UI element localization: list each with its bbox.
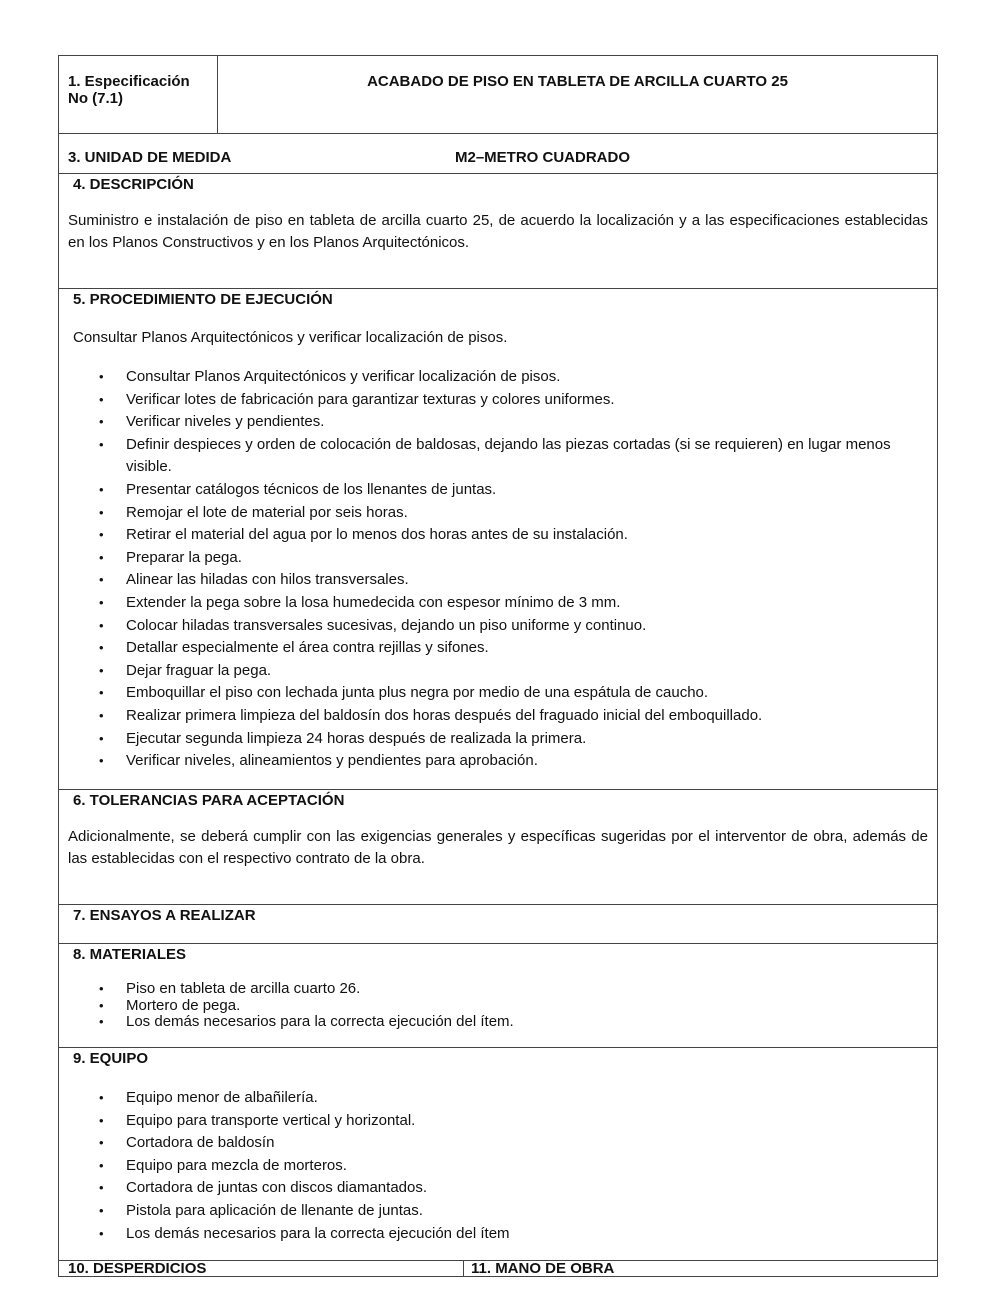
header-divider — [217, 56, 218, 133]
labor-label: 11. MANO DE OBRA — [471, 1260, 615, 1277]
equipment-list — [59, 1087, 923, 1245]
list-item: • Equipo para mezcla de morteros. — [59, 1155, 923, 1178]
list-item: • Alinear las hiladas con hilos transversales. — [59, 569, 923, 592]
spec-number-label: 1. Especificación No (7.1) — [68, 73, 190, 107]
list-item: • Realizar primera limpieza del baldosín dos horas después del fraguado inicial del emboquillado. — [59, 705, 923, 728]
list-item: • Dejar fraguar la pega. — [59, 660, 923, 683]
description-section — [59, 174, 937, 288]
tests-heading: 7. ENSAYOS A REALIZAR — [73, 907, 256, 924]
document-title: ACABADO DE PISO EN TABLETA DE ARCILLA CUARTO 25 — [367, 73, 788, 90]
list-item: • Equipo para transporte vertical y horizontal. — [59, 1110, 923, 1133]
list-item: • Verificar niveles y pendientes. — [59, 411, 923, 434]
unit-label: 3. UNIDAD DE MEDIDA — [68, 149, 232, 166]
list-item: • Emboquillar el piso con lechada junta plus negra por medio de una espátula de caucho. — [59, 682, 923, 705]
list-item: • Mortero de pega. — [59, 998, 923, 1015]
list-item: • Verificar niveles, alineamientos y pendientes para aprobación. — [59, 750, 923, 773]
specification-sheet — [58, 55, 938, 1277]
list-item: • Cortadora de baldosín — [59, 1132, 923, 1155]
tests-section — [59, 905, 937, 943]
list-item: • Pistola para aplicación de llenante de juntas. — [59, 1200, 923, 1223]
description-heading: 4. DESCRIPCIÓN — [73, 176, 194, 193]
unit-row — [59, 134, 937, 173]
list-item: • Extender la pega sobre la losa humedecida con espesor mínimo de 3 mm. — [59, 592, 923, 615]
tolerances-section — [59, 790, 937, 904]
materials-list — [59, 981, 923, 1031]
list-item: • Ejecutar segunda limpieza 24 horas después de realizada la primera. — [59, 728, 923, 751]
unit-value: M2–METRO CUADRADO — [455, 149, 631, 166]
materials-section — [59, 944, 937, 1047]
tolerances-heading: 6. TOLERANCIAS PARA ACEPTACIÓN — [73, 792, 345, 809]
procedure-list — [59, 366, 923, 773]
list-item: • Verificar lotes de fabricación para garantizar texturas y colores uniformes. — [59, 389, 923, 412]
procedure-heading: 5. PROCEDIMIENTO DE EJECUCIÓN — [73, 291, 333, 308]
list-item: • Los demás necesarios para la correcta ejecución del ítem — [59, 1223, 923, 1246]
list-item: • Preparar la pega. — [59, 547, 923, 570]
list-item: • Cortadora de juntas con discos diamantados. — [59, 1177, 923, 1200]
equipment-heading: 9. EQUIPO — [73, 1050, 149, 1067]
list-item: • Detallar especialmente el área contra rejillas y sifones. — [59, 637, 923, 660]
materials-heading: 8. MATERIALES — [73, 946, 187, 963]
list-item: • Los demás necesarios para la correcta ejecución del ítem. — [59, 1014, 923, 1031]
equipment-section — [59, 1048, 937, 1260]
procedure-intro: Consultar Planos Arquitectónicos y verificar localización de pisos. — [73, 329, 508, 346]
description-text: Suministro e instalación de piso en tableta de arcilla cuarto 25, de acuerdo la localización y a las especificaciones establecidas en los Planos Constructivos y en los Planos Arquitectónicos. — [68, 212, 928, 251]
list-item: • Remojar el lote de material por seis horas. — [59, 502, 923, 525]
list-item: • Presentar catálogos técnicos de los llenantes de juntas. — [59, 479, 923, 502]
footer-row — [59, 1261, 937, 1277]
list-item: • Consultar Planos Arquitectónicos y verificar localización de pisos. — [59, 366, 923, 389]
waste-label: 10. DESPERDICIOS — [68, 1260, 207, 1277]
header-row — [59, 56, 937, 133]
list-item: • Definir despieces y orden de colocación de baldosas, dejando las piezas cortadas (si se requieren) en lugar menos visible. — [59, 434, 923, 479]
footer-divider — [463, 1261, 464, 1277]
list-item: • Retirar el material del agua por lo menos dos horas antes de su instalación. — [59, 524, 923, 547]
tolerances-text: Adicionalmente, se deberá cumplir con las exigencias generales y específicas sugeridas por el interventor de obra, además de las establecidas con el respectivo contrato de la obra. — [68, 828, 928, 867]
procedure-section — [59, 289, 937, 789]
list-item: • Piso en tableta de arcilla cuarto 26. — [59, 981, 923, 998]
list-item: • Colocar hiladas transversales sucesivas, dejando un piso uniforme y continuo. — [59, 615, 923, 638]
list-item: • Equipo menor de albañilería. — [59, 1087, 923, 1110]
